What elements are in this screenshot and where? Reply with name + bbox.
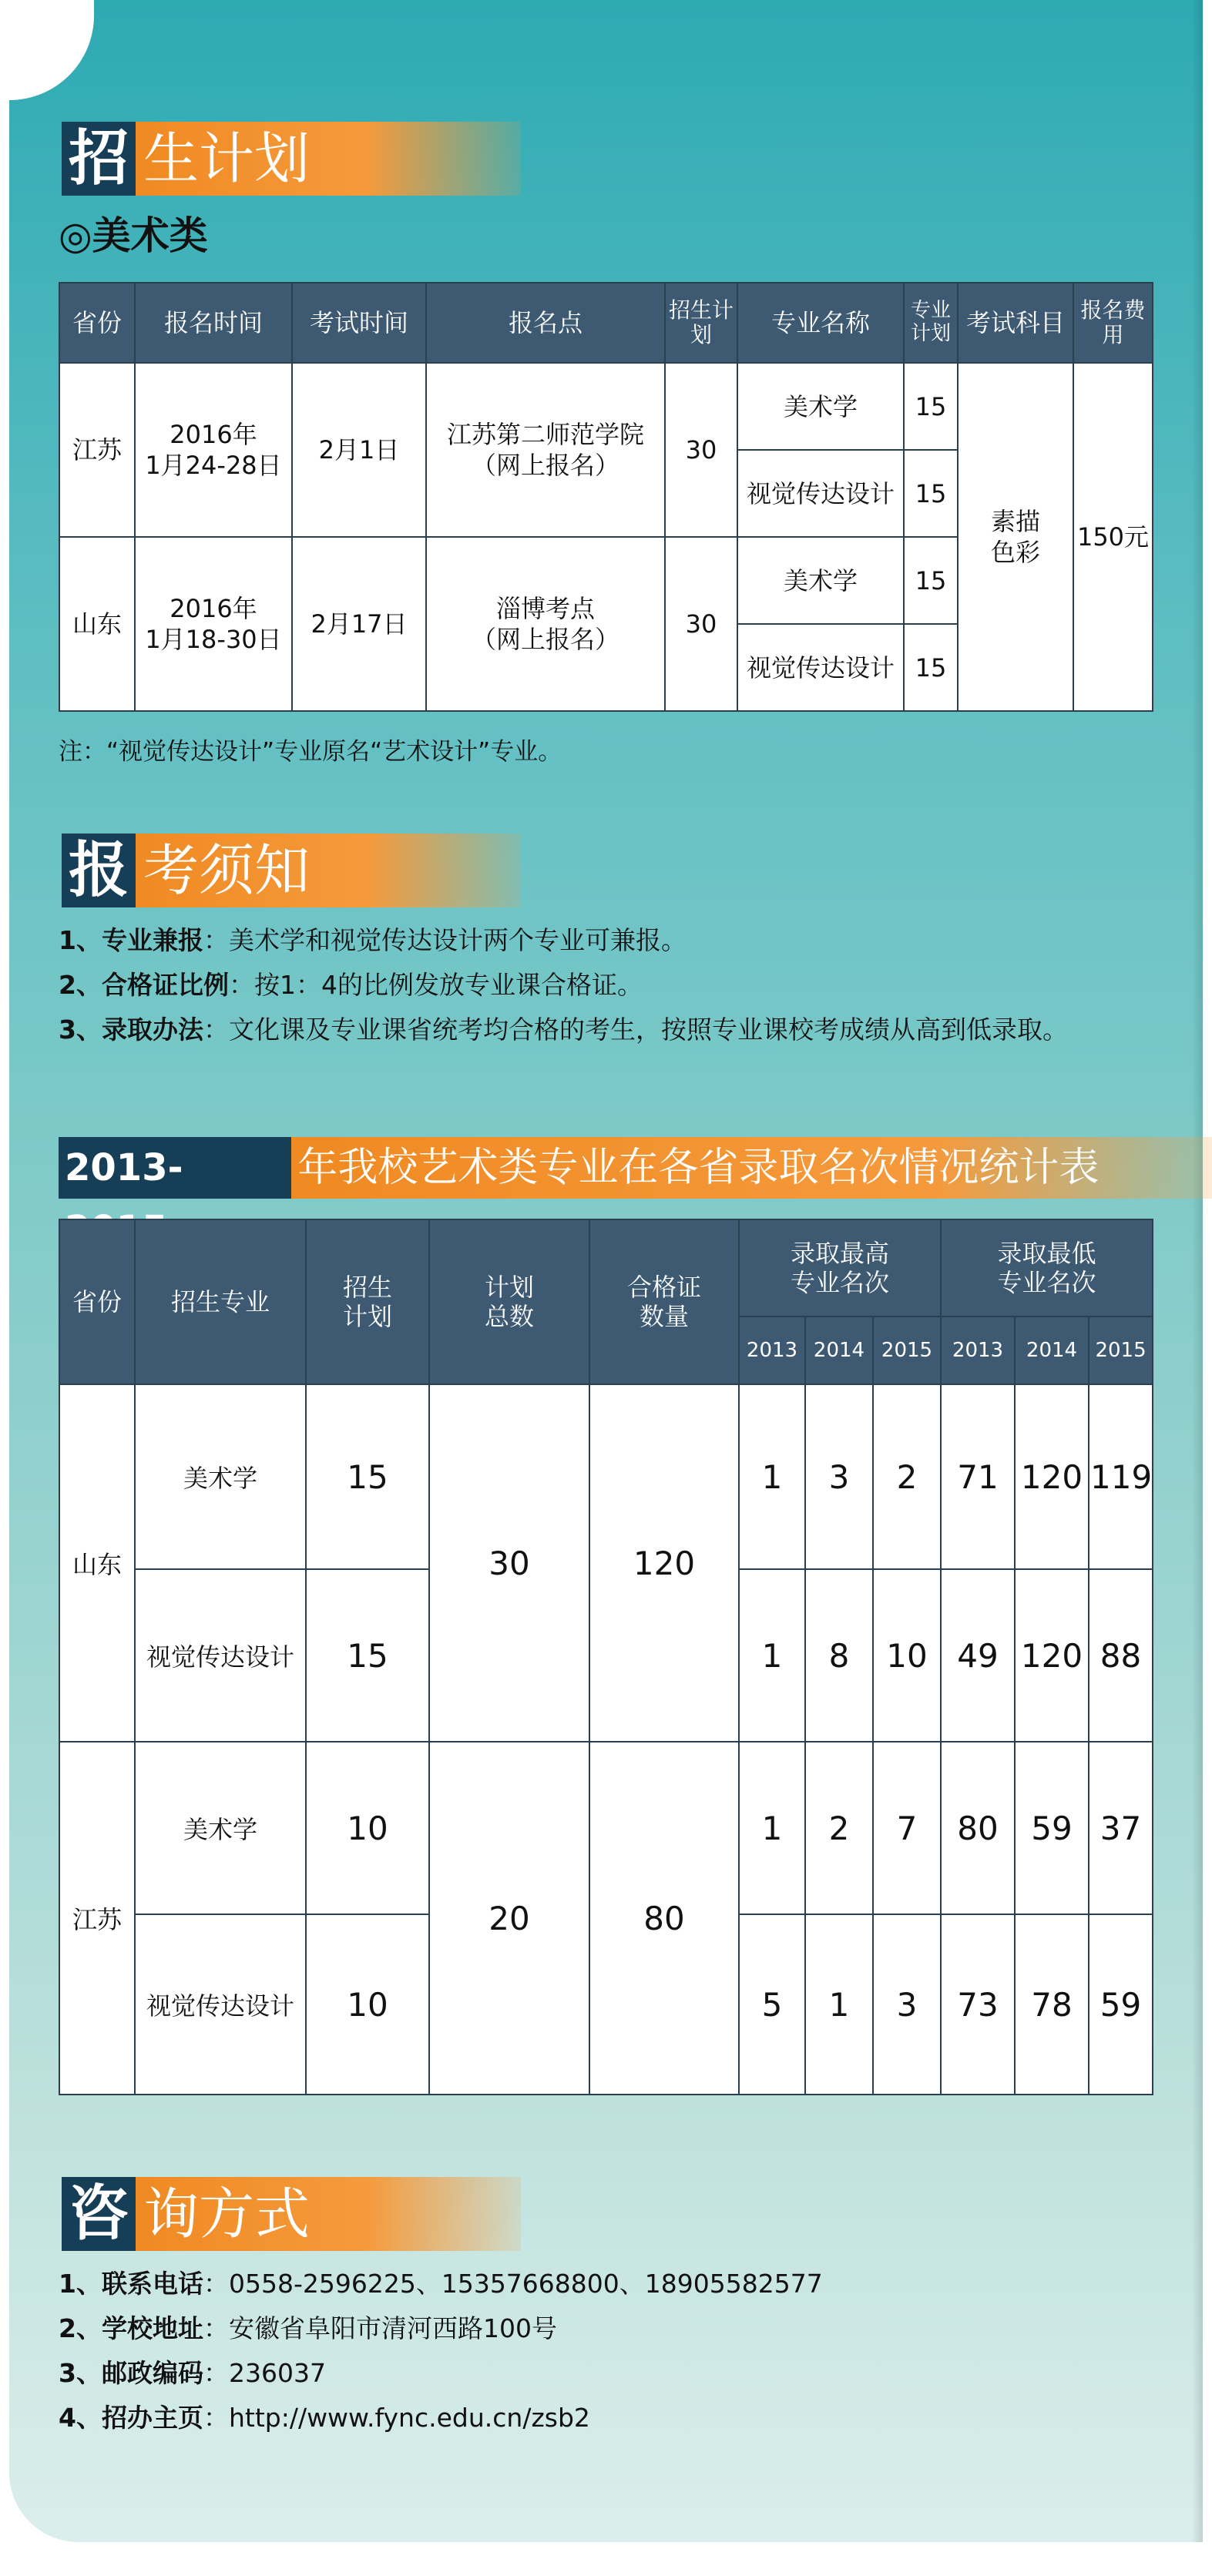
high-rank-cell: 5 [739,1914,805,2095]
low-rank-cell: 88 [1089,1569,1153,1742]
high-rank-cell: 10 [873,1569,941,1742]
header-cell: 合格证数量 [589,1219,739,1384]
contact-header-first-char: 咨 [62,2177,136,2251]
item-key: 联系电话 [101,2269,203,2299]
list-item [59,963,1068,1008]
header-cell: 报名时间 [135,283,292,363]
low-rank-cell: 49 [941,1569,1015,1742]
plan-cell: 30 [665,537,737,711]
plan-section-header [62,122,521,196]
major-plan-cell: 15 [904,450,958,537]
year-cell: 2014 [805,1317,873,1384]
plan-cell: 10 [306,1742,429,1914]
header-cell: 计划总数 [429,1219,589,1384]
year-cell: 2013 [739,1317,805,1384]
header-cell: 招生计划 [665,283,737,363]
major-cell: 视觉传达设计 [737,624,904,711]
major-cell: 美术学 [135,1384,306,1569]
high-rank-cell: 1 [805,1914,873,2095]
item-key: 录取办法 [101,1015,203,1045]
notice-header-rest: 考须知 [136,834,521,907]
plan-cell: 30 [665,363,737,537]
list-item [59,2396,823,2440]
high-rank-cell: 3 [805,1384,873,1569]
header-cell: 录取最低专业名次 [941,1219,1153,1317]
notice-section-header [62,834,521,907]
low-rank-cell: 71 [941,1384,1015,1569]
list-item [59,1008,1068,1052]
stats-header-years: 2013- [59,1137,291,1199]
header-cell: 专业名称 [737,283,904,363]
province-cell: 山东 [59,1384,135,1742]
subject-cell: 素描 色彩 [958,363,1073,711]
plan-subhead: ◎美术类 [59,213,208,258]
major-cell: 视觉传达设计 [135,1569,306,1742]
item-key: 邮政编码 [101,2358,203,2388]
cert-cell: 80 [589,1742,739,2095]
year-cell: 2013 [941,1317,1015,1384]
year-cell: 2015 [1089,1317,1153,1384]
list-item [59,2262,823,2306]
header-cell: 专业计划 [904,283,958,363]
list-item [59,2306,823,2351]
high-rank-cell: 7 [873,1742,941,1914]
plan-cell: 10 [306,1914,429,2095]
item-text: ：按1：4的比例发放专业课合格证。 [228,970,643,1000]
province-cell: 山东 [59,537,135,711]
plan-note: 注：“视觉传达设计”专业原名“艺术设计”专业。 [59,738,562,766]
province-cell: 江苏 [59,363,135,537]
site-cell: 江苏第二师范学院 （网上报名） [426,363,665,537]
stats-header-row [59,1219,1153,1317]
contact-header-rest: 询方式 [136,2177,521,2251]
item-number: 1、 [59,925,102,955]
exam-time-cell: 2月17日 [292,537,426,711]
exam-time-cell: 2月1日 [292,363,426,537]
year-cell: 2015 [873,1317,941,1384]
list-item [59,2351,823,2396]
item-key: 专业兼报 [101,925,203,955]
table-row [59,363,1153,450]
plan-cell: 15 [306,1569,429,1742]
stats-header-rest: 年我校艺术类专业在各省录取名次情况统计表 [291,1137,1212,1199]
header-cell: 省份 [59,1219,135,1384]
item-key: 招办主页 [101,2403,203,2433]
low-rank-cell: 37 [1089,1742,1153,1914]
low-rank-cell: 59 [1015,1742,1089,1914]
edge-shadow [1192,0,1203,2542]
high-rank-cell: 1 [739,1569,805,1742]
site-cell: 淄博考点 （网上报名） [426,537,665,711]
notice-header-first-char: 报 [62,834,136,907]
homepage-link[interactable]: ：http://www.fync.edu.cn/zsb2 [203,2403,590,2433]
high-rank-cell: 2 [873,1384,941,1569]
item-number: 3、 [59,2358,102,2388]
plan-cell: 15 [306,1384,429,1569]
item-number: 4、 [59,2403,102,2433]
contact-section-header [62,2177,521,2251]
major-cell: 美术学 [135,1742,306,1914]
major-cell: 美术学 [737,363,904,450]
low-rank-cell: 59 [1089,1914,1153,2095]
list-item [59,918,1068,963]
stats-section-header [59,1137,1212,1199]
reg-time-cell: 2016年 1月24-28日 [135,363,292,537]
contact-list [59,2262,823,2440]
plan-table [59,282,1153,712]
low-rank-cell: 80 [941,1742,1015,1914]
plan-header-rest: 生计划 [136,122,521,196]
major-plan-cell: 15 [904,363,958,450]
item-key: 学校地址 [101,2313,203,2343]
reg-time-cell: 2016年 1月18-30日 [135,537,292,711]
major-cell: 视觉传达设计 [737,450,904,537]
header-cell: 省份 [59,283,135,363]
address-text: ：安徽省阜阳市清河西路100号 [203,2313,557,2343]
fee-cell: 150元 [1073,363,1153,711]
high-rank-cell: 8 [805,1569,873,1742]
major-plan-cell: 15 [904,537,958,624]
item-number: 1、 [59,2269,102,2299]
table-row [59,1742,1153,1914]
total-cell: 20 [429,1742,589,2095]
major-plan-cell: 15 [904,624,958,711]
province-cell: 江苏 [59,1742,135,2095]
header-cell: 考试时间 [292,283,426,363]
item-key: 合格证比例 [101,970,229,1000]
item-number: 3、 [59,1015,102,1045]
cert-cell: 120 [589,1384,739,1742]
low-rank-cell: 120 [1015,1384,1089,1569]
item-number: 2、 [59,970,102,1000]
item-text: ：文化课及专业课省统考均合格的考生，按照专业课校考成绩从高到低录取。 [203,1015,1068,1045]
table-row [59,1384,1153,1569]
plan-table-header-row [59,283,1153,363]
year-cell: 2014 [1015,1317,1089,1384]
plan-header-first-char: 招 [62,122,136,196]
postcode-text: ：236037 [203,2358,326,2388]
header-cell: 考试科目 [958,283,1073,363]
major-cell: 视觉传达设计 [135,1914,306,2095]
high-rank-cell: 2 [805,1742,873,1914]
item-number: 2、 [59,2313,102,2343]
high-rank-cell: 3 [873,1914,941,2095]
stats-table [59,1219,1153,2095]
total-cell: 30 [429,1384,589,1742]
header-cell: 报名费用 [1073,283,1153,363]
header-cell: 招生计划 [306,1219,429,1384]
header-cell: 录取最高专业名次 [739,1219,941,1317]
low-rank-cell: 119 [1089,1384,1153,1569]
phone-text: ：0558-2596225、15357668800、18905582577 [203,2269,823,2299]
low-rank-cell: 73 [941,1914,1015,2095]
low-rank-cell: 120 [1015,1569,1089,1742]
high-rank-cell: 1 [739,1742,805,1914]
header-cell: 招生专业 [135,1219,306,1384]
item-text: ：美术学和视觉传达设计两个专业可兼报。 [203,925,687,955]
high-rank-cell: 1 [739,1384,805,1569]
header-cell: 报名点 [426,283,665,363]
major-cell: 美术学 [737,537,904,624]
notice-list [59,918,1068,1052]
low-rank-cell: 78 [1015,1914,1089,2095]
